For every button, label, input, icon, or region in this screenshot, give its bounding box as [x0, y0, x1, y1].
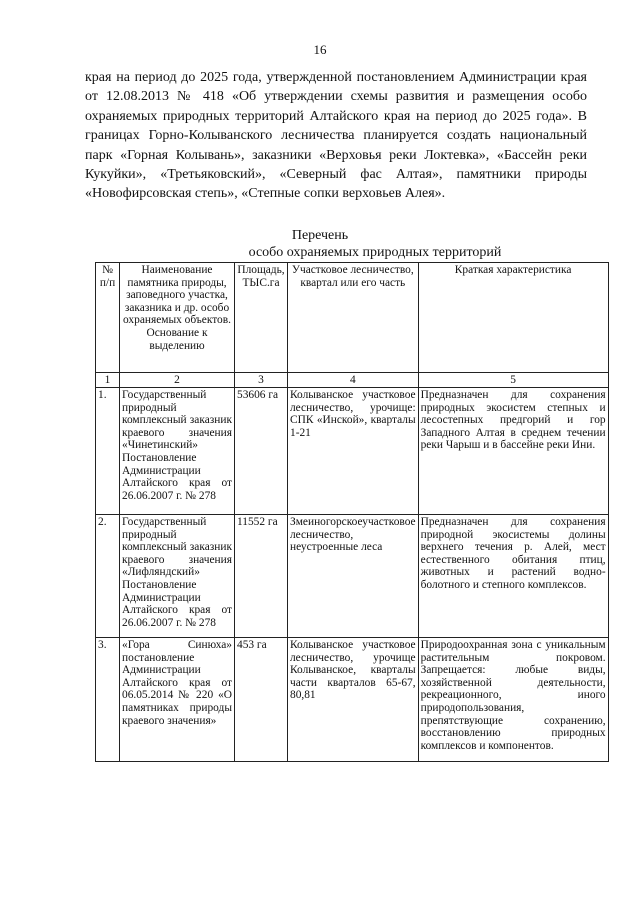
row-forest: Колыванское участковое лесничество, урочище: СПК «Инской», кварталы 1-21: [288, 388, 419, 515]
row-name: Государственный природный комплексный заказник краевого значения «Чинетинский» Постановление Администрации Алтайского края от 26.06.2007 г. № 278: [120, 388, 235, 515]
header-num: № п/п: [96, 263, 120, 373]
row-num: 1.: [96, 388, 120, 515]
row-num: 3.: [96, 638, 120, 762]
row-name: Государственный природный комплексный заказник краевого значения «Лифляндский» Постановление Администрации Алтайского края от 26.06.2007 г. № 278: [120, 515, 235, 638]
header-name: Наименование памятника природы, заповедного участка, заказника и др. особо охраняемых объектов. Основание к выделению: [120, 263, 235, 373]
header-desc: Краткая характеристика: [418, 263, 608, 373]
row-area: 453 га: [235, 638, 288, 762]
column-number: 3: [235, 373, 288, 388]
column-numbers-row: [96, 373, 609, 388]
table-row: [96, 638, 609, 762]
row-num: 2.: [96, 515, 120, 638]
protected-areas-table: [95, 262, 609, 762]
column-number: 1: [96, 373, 120, 388]
table-row: [96, 515, 609, 638]
page-number: 16: [313, 42, 327, 57]
column-number: 5: [418, 373, 608, 388]
column-number: 4: [288, 373, 419, 388]
row-name: «Гора Синюха» постановление Администрации Алтайского края от 06.05.2014 № 220 «О памятниках природы краевого значения»: [120, 638, 235, 762]
column-number: 2: [120, 373, 235, 388]
header-area: Площадь, ТЫС.га: [235, 263, 288, 373]
row-area: 11552 га: [235, 515, 288, 638]
row-desc: Природоохранная зона с уникальным растительным покровом. Запрещается: любые виды, хозяйственной деятельности, рекреационного, иного природопользования, препятствующие сохранению, восстановлению природных комплексов и компонентов.: [418, 638, 608, 762]
list-subtitle: особо охраняемых природных территорий: [248, 245, 502, 260]
header-forest: Участковое лесничество, квартал или его часть: [288, 263, 419, 373]
row-desc: Предназначен для сохранения природной экосистемы долины верхнего течения р. Алей, мест естественного обитания птиц, животных и растений водно-болотного и степного комплексов.: [418, 515, 608, 638]
row-area: 53606 га: [235, 388, 288, 515]
row-forest: Змеиногорскоеучастковое лесничество, неустроенные леса: [288, 515, 419, 638]
table-header-row: [96, 263, 609, 373]
intro-paragraph: края на период до 2025 года, утвержденной постановлением Администрации края от 12.08.2013 № 418 «Об утверждении схемы развития и размещения особо охраняемых природных территорий Алтайского края на период до 2025 года». В границах Горно-Колыванского лесничества планируется создать национальный парк «Горная Колывань», заказники «Верховья реки Локтевка», «Бассейн реки Кукуйки», «Третьяковский», «Северный фас Алтая», памятники природы «Новофирсовская степь», «Степные сопки верховьев Алея».: [85, 70, 587, 202]
row-forest: Колыванское участковое лесничество, урочище Колыванское, кварталы части кварталов 65-67, 80,81: [288, 638, 419, 762]
table-row: [96, 388, 609, 515]
row-desc: Предназначен для сохранения природных экосистем степных и лесостепных предгорий и гор Западного Алтая в среднем течении реки Чарыш и в бассейне реки Ини.: [418, 388, 608, 515]
list-title: Перечень: [291, 228, 349, 243]
